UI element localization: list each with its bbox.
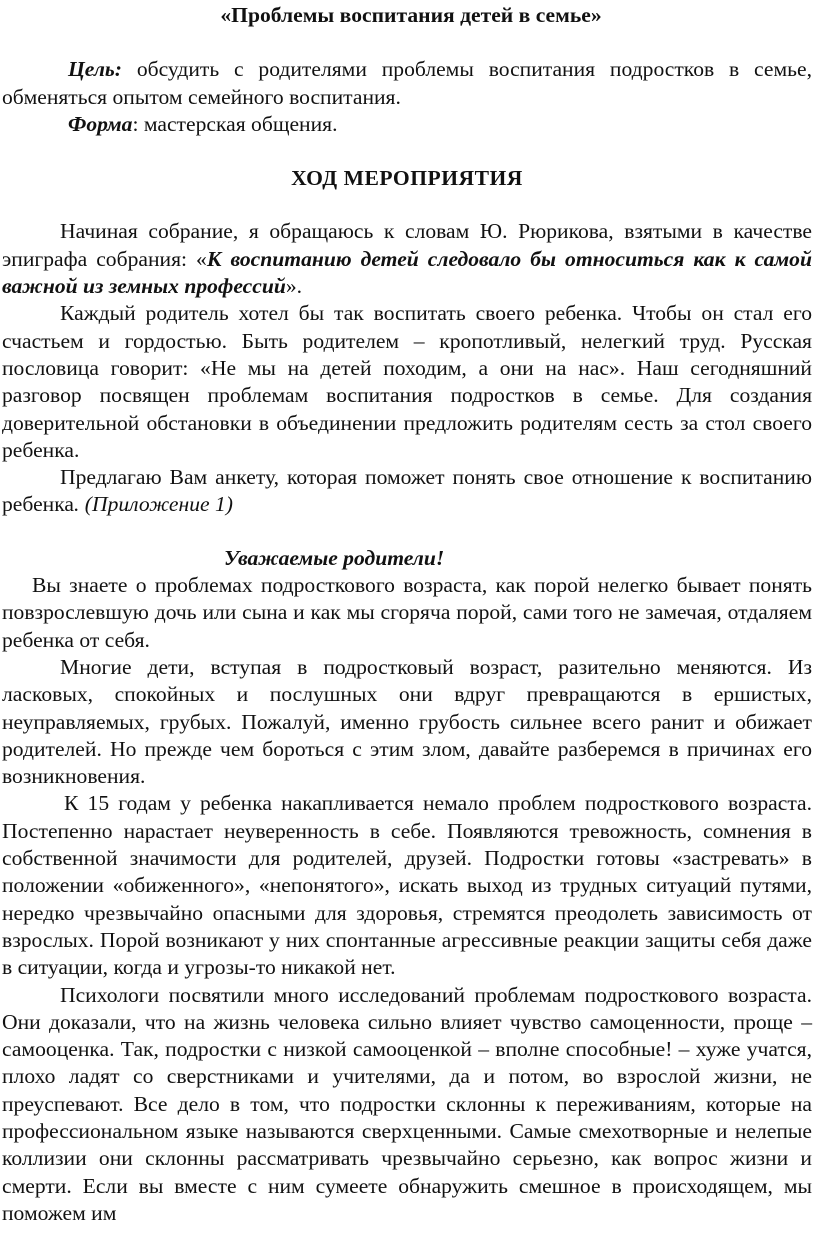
section-heading: ХОД МЕРОПРИЯТИЯ [291,166,523,191]
epigraph-close: ». [285,274,303,299]
goal-text: обсудить с родителями проблемы воспитания подростков в семье, обменяться опытом семейного воспитания. [2,57,812,109]
document-title: «Проблемы воспитания детей в семье» [220,3,602,27]
document-page [2,2,812,1227]
paragraph-teen-problems: Вы знаете о проблемах подросткового возраста, как порой нелегко бывает понять повзрослевшую дочь или сына и как мы сгоряча порой, сами того не замечая, отдаляем ребенка от себя. [2,573,812,652]
questionnaire-text: Предлагаю Вам анкету, которая поможет понять свое отношение к воспитанию ребенка [2,465,812,517]
form-paragraph [2,111,812,138]
epigraph-quote: К воспитанию детей следовало бы относиться как к самой важной из земных профессий [2,246,812,299]
goal-paragraph [2,56,812,111]
paragraph-parent-role: Каждый родитель хотел бы так воспитать своего ребенка. Чтобы он стал его счастьем и гордостью. Быть родителем – кропотливый, нелегкий труд. Русская пословица говорит: «Не мы на детей походим, а они на нас». Наш сегодняшний разговор посвящен проблемам воспитания подростков в семье. Для создания доверительной обстановки в объединении предложить родителям сесть за стол своего ребенка. [2,301,812,462]
paragraph-children-change: Многие дети, вступая в подростковый возраст, разительно меняются. Из ласковых, спокойных и послушных они вдруг превращаются в ершистых, неуправляемых, грубых. Пожалуй, именно грубость сильнее всего ранит и обижает родителей. Но прежде чем бороться с этим злом, давайте разберемся в причинах его возникновения. [2,654,812,789]
form-label: Форма [68,111,133,136]
address-heading: Уважаемые родители! [224,545,445,570]
paragraph-age-15: К 15 годам у ребенка накапливается немало проблем подросткового возраста. Постепенно нарастает неуверенность в себе. Появляются тревожность, сомнения в собственной значимости для родителей, друзей. Подростки готовы «застревать» в положении «обиженного», «непонятого», искать выход из трудных ситуаций путями, нередко чрезвычайно опасными для здоровья, стремятся преодолеть зависимость от взрослых. Порой возникают у них спонтанные агрессивные реакции защиты себя даже в ситуации, когда и угрозы-то никакой нет. [2,791,812,980]
spacer [2,192,812,218]
epigraph-paragraph [2,218,812,300]
form-text: : мастерская общения. [132,111,338,136]
spacer [2,29,812,56]
epigraph-intro: Начиная собрание, я обращаюсь к словам Ю. Рюрикова, взятыми в качестве эпиграфа собрания: « [2,219,812,271]
paragraph-psychologists: Психологи посвятили много исследований проблемам подросткового возраста. Они доказали, что на жизнь человека сильно влияет чувство самоценности, проще – самооценка. Так, подростки с низкой самооценкой – вполне способные! – хуже учатся, плохо ладят со сверстниками и учителями, да и потом, во взрослой жизни, не преуспевают. Все дело в том, что подростки склонны к переживаниям, которые на профессиональном языке называются сверхценными. Самые смехотворные и нелепые коллизии они склонны рассматривать чрезвычайно серьезно, как вопрос жизни и смерти. Если вы вместе с ним сумеете обнаружить смешное в происходящем, мы поможем им [2,982,812,1225]
spacer [2,519,812,545]
questionnaire-paragraph [2,464,812,519]
goal-label: Цель: [68,57,122,82]
spacer [2,138,812,165]
appendix-reference: . (Приложение 1) [73,492,233,517]
